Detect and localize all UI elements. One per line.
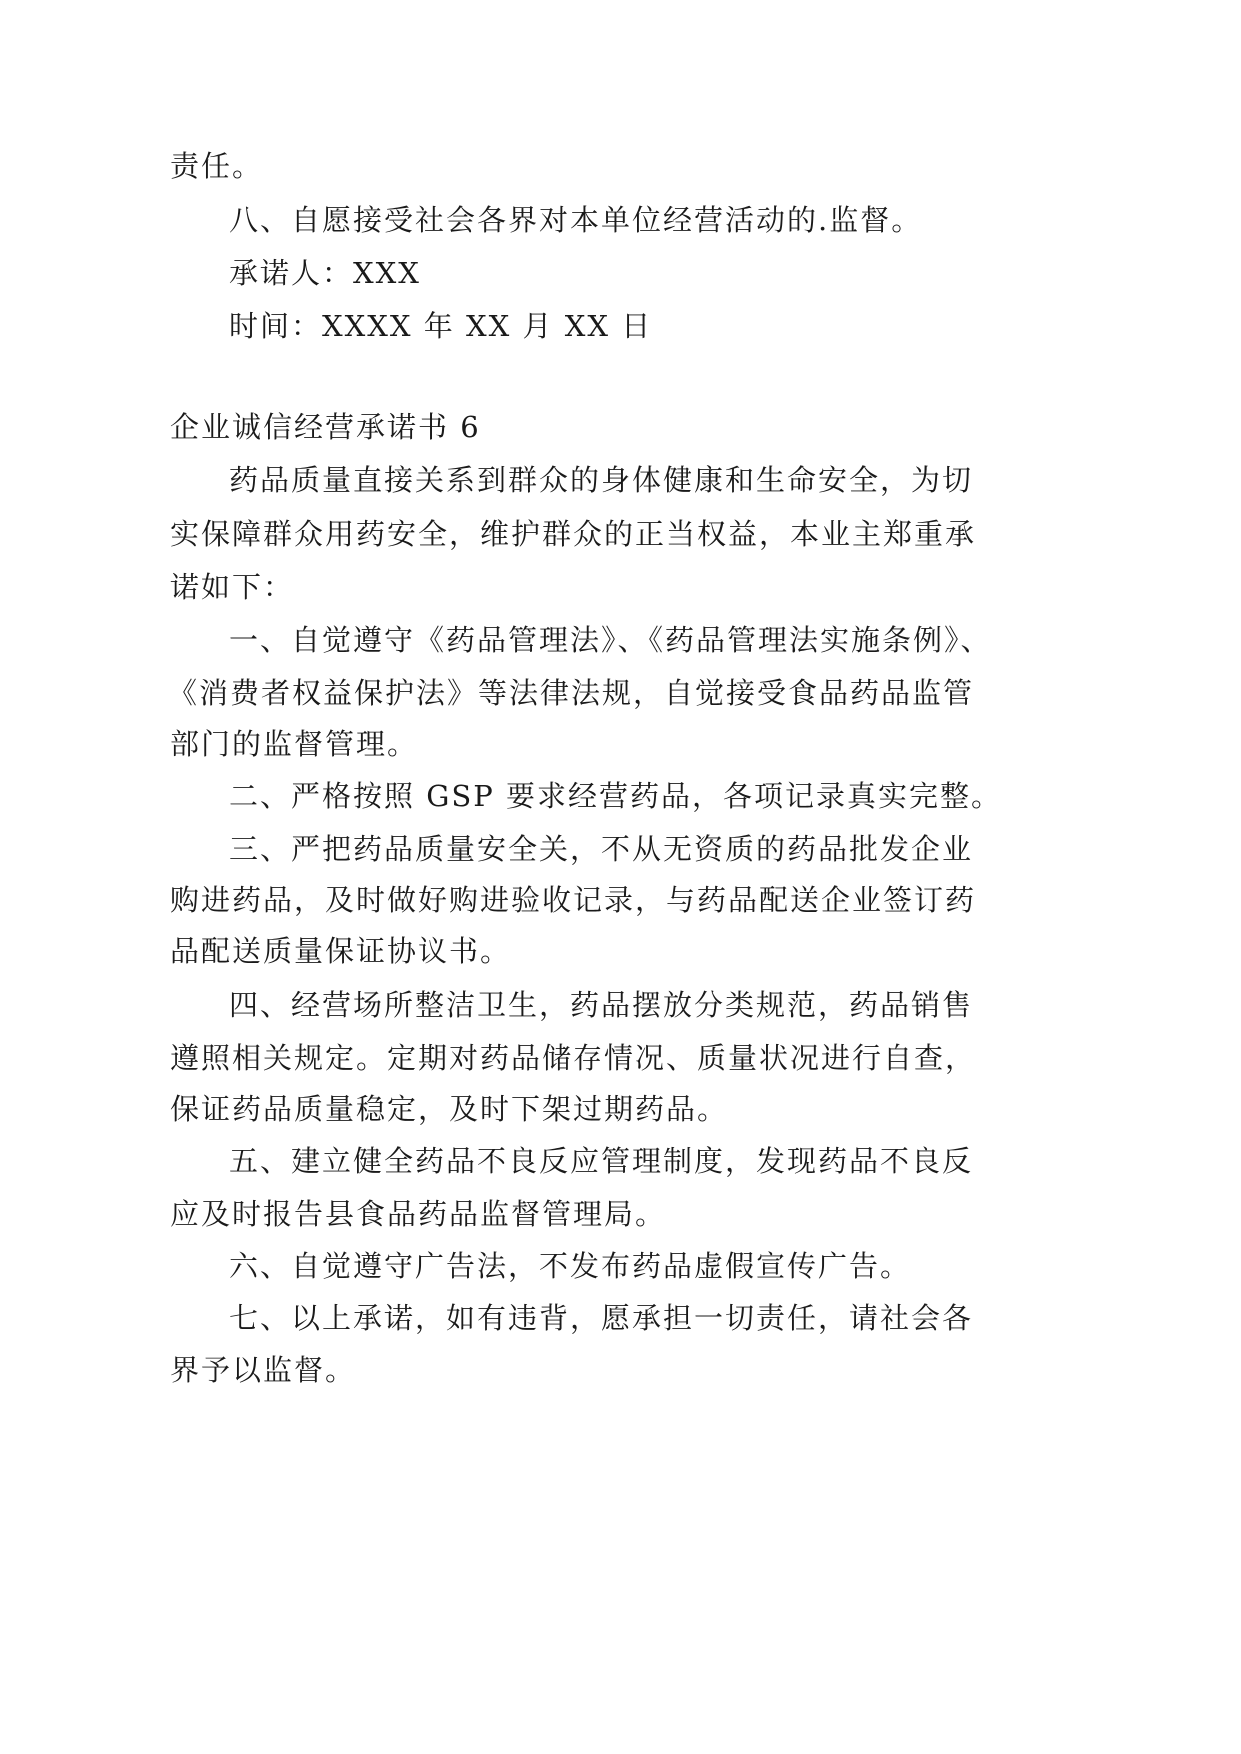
text-line: 药品质量直接关系到群众的身体健康和生命安全，为切	[229, 463, 974, 497]
date-line: 时间：XXXX 年 XX 月 XX 日	[229, 309, 653, 343]
text-line: 部门的监督管理。	[170, 727, 419, 761]
text-line: 遵照相关规定。定期对药品储存情况、质量状况进行自查，	[170, 1041, 977, 1075]
section-title: 企业诚信经营承诺书 6	[170, 410, 481, 444]
text-line: 品配送质量保证协议书。	[170, 934, 512, 968]
text-line: 界予以监督。	[170, 1353, 357, 1387]
text-line: 《消费者权益保护法》等法律法规，自觉接受食品药品监管	[168, 676, 975, 710]
clause-7: 七、以上承诺，如有违背，愿承担一切责任，请社会各	[229, 1301, 974, 1335]
clause-4: 四、经营场所整洁卫生，药品摆放分类规范，药品销售	[229, 988, 974, 1022]
text-line: 保证药品质量稳定，及时下架过期药品。	[170, 1092, 729, 1126]
promisor-line: 承诺人：XXX	[229, 256, 421, 290]
clause-8: 八、自愿接受社会各界对本单位经营活动的.监督。	[229, 203, 923, 237]
clause-5: 五、建立健全药品不良反应管理制度，发现药品不良反	[229, 1144, 974, 1178]
clause-1: 一、自觉遵守《药品管理法》、《药品管理法实施条例》、	[229, 623, 992, 657]
text-line: 购进药品，及时做好购进验收记录，与药品配送企业签订药	[170, 883, 977, 917]
text-line: 应及时报告县食品药品监督管理局。	[170, 1197, 667, 1231]
clause-6: 六、自觉遵守广告法，不发布药品虚假宣传广告。	[229, 1249, 912, 1283]
text-line: 实保障群众用药安全，维护群众的正当权益，本业主郑重承	[170, 517, 977, 551]
text-line: 诺如下：	[170, 570, 295, 604]
text-line: 责任。	[170, 149, 264, 183]
clause-3: 三、严把药品质量安全关，不从无资质的药品批发企业	[229, 832, 974, 866]
clause-2: 二、严格按照 GSP 要求经营药品，各项记录真实完整。	[229, 779, 1002, 813]
